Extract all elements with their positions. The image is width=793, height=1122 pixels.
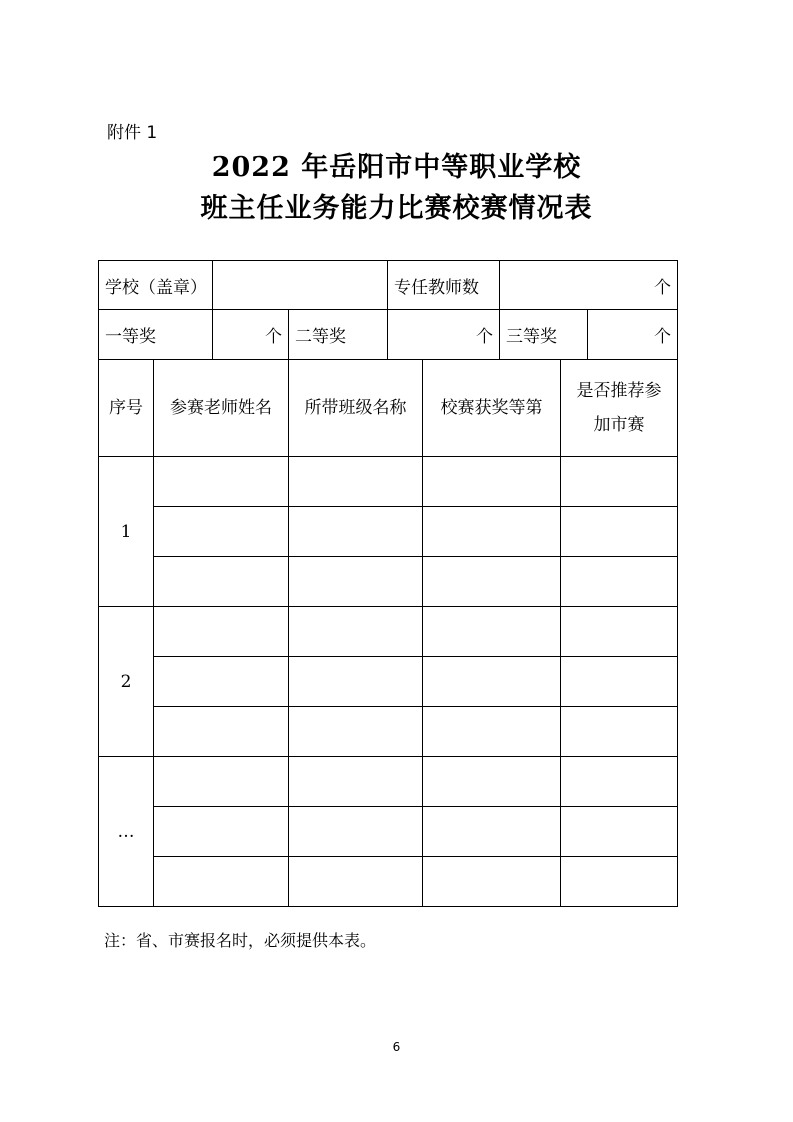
table-row bbox=[99, 707, 678, 757]
entry-cell[interactable] bbox=[289, 507, 423, 557]
third-prize-unit: 个 bbox=[654, 327, 671, 347]
entry-cell[interactable] bbox=[423, 757, 561, 807]
entry-cell[interactable] bbox=[561, 807, 678, 857]
entry-cell[interactable] bbox=[289, 457, 423, 507]
entry-cell[interactable] bbox=[154, 507, 289, 557]
sequence-number-cell: 1 bbox=[99, 457, 154, 607]
entry-cell[interactable] bbox=[561, 607, 678, 657]
entry-cell[interactable] bbox=[561, 857, 678, 907]
entry-cell[interactable] bbox=[289, 807, 423, 857]
footnote: 注：省、市赛报名时，必须提供本表。 bbox=[104, 931, 377, 950]
entry-cell[interactable] bbox=[154, 707, 289, 757]
entry-cell[interactable] bbox=[154, 557, 289, 607]
column-header: 参赛老师姓名 bbox=[154, 360, 289, 457]
table-row bbox=[99, 607, 678, 657]
entry-cell[interactable] bbox=[423, 807, 561, 857]
table-row bbox=[99, 507, 678, 557]
title-line-2: 班主任业务能力比赛校赛情况表 bbox=[200, 193, 593, 224]
info-row-table bbox=[98, 260, 678, 310]
entry-cell[interactable] bbox=[289, 857, 423, 907]
entry-cell[interactable] bbox=[423, 857, 561, 907]
form-table bbox=[98, 260, 677, 914]
participants-table bbox=[98, 359, 678, 907]
entry-cell[interactable] bbox=[289, 557, 423, 607]
entry-cell[interactable] bbox=[561, 557, 678, 607]
first-prize-label: 一等奖 bbox=[99, 310, 213, 360]
second-prize-unit: 个 bbox=[476, 327, 493, 347]
entry-cell[interactable] bbox=[423, 507, 561, 557]
entry-cell[interactable] bbox=[154, 857, 289, 907]
entry-cell[interactable] bbox=[154, 657, 289, 707]
entry-cell[interactable] bbox=[561, 707, 678, 757]
teachers-unit: 个 bbox=[654, 277, 671, 298]
table-row bbox=[99, 457, 678, 507]
school-label: 学校（盖章） bbox=[99, 261, 213, 310]
teachers-field[interactable] bbox=[500, 261, 678, 310]
column-header: 是否推荐参 加市赛 bbox=[561, 360, 678, 457]
sequence-number-cell: … bbox=[99, 757, 154, 907]
first-prize-field[interactable] bbox=[213, 310, 289, 360]
table-row bbox=[99, 857, 678, 907]
column-header: 所带班级名称 bbox=[289, 360, 423, 457]
entry-cell[interactable] bbox=[289, 657, 423, 707]
entry-cell[interactable] bbox=[289, 757, 423, 807]
title-line-1: 2022 年岳阳市中等职业学校 bbox=[211, 152, 582, 183]
entry-cell[interactable] bbox=[423, 607, 561, 657]
entry-cell[interactable] bbox=[289, 607, 423, 657]
school-field[interactable] bbox=[213, 261, 388, 310]
entry-cell[interactable] bbox=[561, 457, 678, 507]
second-prize-label: 二等奖 bbox=[289, 310, 388, 360]
entry-cell[interactable] bbox=[561, 757, 678, 807]
entry-cell[interactable] bbox=[423, 557, 561, 607]
header-row bbox=[99, 360, 678, 457]
entry-cell[interactable] bbox=[423, 657, 561, 707]
entry-cell[interactable] bbox=[154, 457, 289, 507]
third-prize-label: 三等奖 bbox=[500, 310, 588, 360]
entry-cell[interactable] bbox=[423, 457, 561, 507]
table-row bbox=[99, 557, 678, 607]
table-body bbox=[99, 457, 678, 907]
entry-cell[interactable] bbox=[154, 607, 289, 657]
table-row bbox=[99, 807, 678, 857]
third-prize-field[interactable] bbox=[588, 310, 678, 360]
sequence-number-cell: 2 bbox=[99, 607, 154, 757]
entry-cell[interactable] bbox=[289, 707, 423, 757]
table-row bbox=[99, 657, 678, 707]
second-prize-field[interactable] bbox=[388, 310, 500, 360]
column-header: 校赛获奖等第 bbox=[423, 360, 561, 457]
column-header: 序号 bbox=[99, 360, 154, 457]
table-row bbox=[99, 757, 678, 807]
prize-row-table bbox=[98, 309, 678, 360]
entry-cell[interactable] bbox=[154, 757, 289, 807]
first-prize-unit: 个 bbox=[265, 327, 282, 347]
attachment-label: 附件 1 bbox=[107, 123, 158, 143]
teachers-label: 专任教师数 bbox=[388, 261, 500, 310]
entry-cell[interactable] bbox=[423, 707, 561, 757]
page-number: 6 bbox=[392, 1040, 401, 1054]
entry-cell[interactable] bbox=[561, 507, 678, 557]
entry-cell[interactable] bbox=[154, 807, 289, 857]
entry-cell[interactable] bbox=[561, 657, 678, 707]
